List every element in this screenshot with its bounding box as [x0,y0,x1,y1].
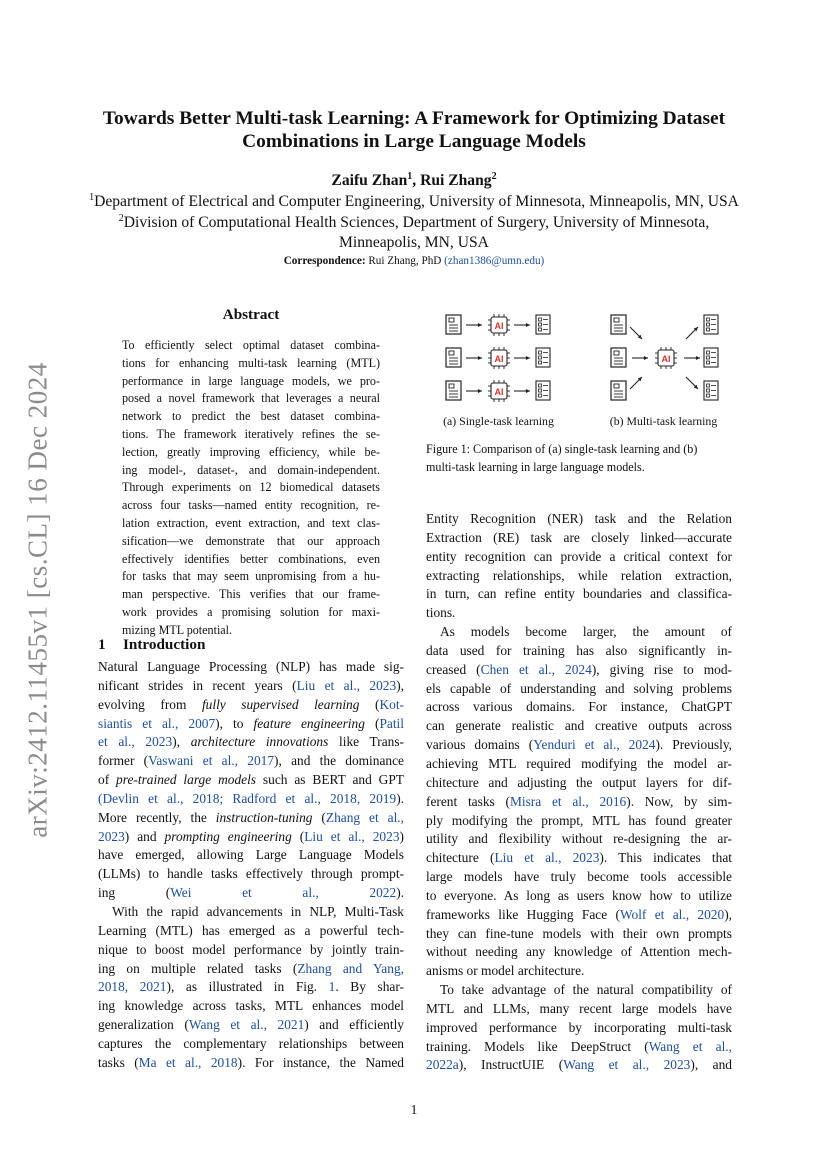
arrow-icon [526,323,530,327]
citation-link[interactable]: et al., 2023 [98,734,173,750]
abstract-line: tions for enhancing multi-task learning (MTL) [122,355,380,370]
abstract-line: Through experiments on 12 biomedical datasets [122,480,380,495]
abstract-line: lation extraction, event extraction, and text clas- [122,515,380,530]
body-text: they can fine-tune models with their own prompts [426,925,732,941]
text-line [426,812,732,831]
body-text: across various domains. For instance, ChatGPT [426,699,732,715]
body-text: ing on multiple related tasks ( [98,960,298,976]
citation-link[interactable]: ; [219,790,233,806]
body-text: to everyone. As long as users know how to utilize [426,887,732,903]
document-icon [449,318,454,322]
body-text: extracting relationships, while relation extraction, [426,567,732,583]
emphasis-text: prompting engineering [164,828,292,844]
body-text: ), to [215,715,254,731]
text-line [98,828,404,847]
text-line [98,752,404,771]
text-line [426,567,732,586]
checklist-icon [707,323,710,326]
citation-link[interactable]: Yenduri et al., 2024 [533,737,656,753]
arrow-icon [478,389,482,393]
body-text: . By shar- [335,979,404,995]
body-text: Entity Recognition (NER) task and the Relation [426,511,732,526]
text-line [426,642,732,661]
citation-link[interactable]: Ma et al., 2018 [138,1054,238,1070]
body-text: improved performance by incorporating multi-task [426,1019,732,1035]
emphasis-text: architecture innovations [190,734,329,750]
body-text: ), and the dominance [274,753,404,769]
citation-link[interactable]: 2022a [426,1057,459,1073]
text-line [426,887,732,906]
section-heading [98,636,205,654]
citation-link[interactable]: Radford et al., 2018, 2019 [232,790,397,806]
citation-link[interactable]: Wolf et al., 2020 [619,906,725,922]
text-line [426,680,732,699]
abstract-line: man perspective. This verifies that our frame- [122,587,380,602]
text-line [98,941,404,960]
text-line [426,698,732,717]
body-text: tions. [426,605,456,621]
text-line [426,793,732,812]
citation-link[interactable]: siantis et al., 2007 [98,715,216,731]
body-text: can generate realistic and creative outputs across [426,718,732,734]
chip-label: AI [494,354,504,364]
text-line [98,884,404,903]
body-text: ). Now, by sim- [626,793,732,809]
text-line [98,658,404,677]
citation-link[interactable]: Wang et al., [648,1038,732,1054]
author-name: Rui Zhang [420,172,492,189]
author-name: Zaifu Zhan [331,172,408,189]
text-line [98,790,404,809]
body-text: ), InstructUIE ( [458,1057,564,1073]
checklist-icon [707,351,710,354]
body-text: nificant strides in recent years ( [98,677,297,693]
arrow-icon [478,356,482,360]
citation-link[interactable]: 1 [328,979,336,995]
checklist-icon [539,318,542,321]
author-separator: , [412,172,421,189]
citation-link[interactable]: Wei et al., 2022 [170,885,397,901]
text-line [98,1054,404,1073]
emphasis-text: instruction-tuning [215,809,313,825]
abstract-line: tions. The framework iteratively refines the se- [122,426,380,441]
body-text: of [98,772,117,788]
body-text: tasks ( [98,1054,139,1070]
citation-link[interactable]: Kot- [379,696,404,712]
body-text: ). This indicates that [599,850,733,866]
text-line [426,604,732,623]
abstract-line: lection, greatly improving efficiency, while be- [122,444,380,459]
text-line [98,1016,404,1035]
body-text: ( [364,715,380,731]
citation-link[interactable]: Zhang et al., [325,809,404,825]
arrow-icon [696,356,700,360]
citation-link[interactable]: 2023 [98,828,125,844]
body-text: achieving MTL required modifying the model ar- [426,755,732,771]
checklist-icon [539,394,542,397]
body-text: various domains ( [426,737,534,753]
checklist-icon [707,361,710,364]
document-icon [614,384,619,388]
abstract-line: To efficiently select optimal dataset combina- [122,338,380,352]
body-text: have emerged, allowing Large Language Models [98,847,404,863]
body-text: captures the complementary relationships between [98,1035,404,1051]
body-text: evolving from [98,696,202,712]
checklist-icon [539,328,542,331]
text-line [426,529,732,548]
text-line [426,830,732,849]
citation-link[interactable]: Liu et al., 2023 [304,828,400,844]
right-column [426,510,732,1075]
body-text: More recently, the [98,809,216,825]
citation-link[interactable]: Liu et al., 2023 [296,677,397,693]
body-text: chitecture and adjusting the output layers for dif- [426,774,732,790]
citation-link[interactable]: Patil [379,715,404,731]
abstract-line: ing model-, dataset-, and domain-independent. [122,462,380,477]
body-text: generalization ( [98,1017,189,1033]
text-line [426,661,732,680]
body-text: ). For instance, the Named [237,1054,404,1070]
author-sup: 2 [491,170,497,182]
arrow-icon [526,356,530,360]
page-number: 1 [410,1102,418,1117]
abstract-line: sification—we demonstrate that our approach [122,533,380,548]
body-text: large models have truly become tools accessible [426,869,732,885]
text-line [98,922,404,941]
body-text: creased ( [426,661,481,677]
abstract-line: mizing MTL potential. [122,622,233,637]
checklist-icon [707,384,710,387]
body-text: Extraction (RE) task are closely linked—accurate [426,529,732,545]
body-text: ) and [124,828,165,844]
section-title: Introduction [123,636,206,653]
checklist-icon [539,323,542,326]
section-number: 1 [98,636,106,653]
body-text: chitecture ( [426,850,495,866]
text-line [426,868,732,887]
text-line [426,1019,732,1038]
abstract-body [122,337,380,640]
body-text: ply modifying the prompt, MTL has found greater [426,812,732,828]
arxiv-id: arXiv:2412.11455v1 [cs.CL] 16 Dec 2024 [22,362,53,838]
subcaption-a: (a) Single-task learning [443,414,554,428]
document-icon [614,318,619,322]
body-text: utility and flexibility without re-designing the ar- [426,831,732,847]
body-text: ) and efficiently [304,1017,404,1033]
citation-link[interactable]: Zhang and Yang, [297,960,404,976]
figure-diagram [426,305,732,405]
authors [70,172,758,190]
chip-label: AI [494,321,504,331]
text-line [426,585,732,604]
checklist-icon [707,389,710,392]
text-line [98,696,404,715]
body-text: in turn, can refine entity boundaries and classifica- [426,586,732,602]
abstract-line: work provides a promising solution for maxi- [122,604,380,619]
abstract-line: across four tasks—named entity recognition, re- [122,498,380,513]
body-text: former ( [98,753,149,769]
text-line [98,997,404,1016]
affiliation-2: $^2$Division of Computational Health Sciences, Department of Surgery, University of Minnesota, Minneapolis, MN, USA [118,212,710,251]
text-line [98,677,404,696]
text-line [426,717,732,736]
checklist-icon [539,361,542,364]
text-line [98,733,404,752]
citation-link[interactable]: ( [98,790,103,806]
text-line [98,960,404,979]
body-text: ( [291,828,305,844]
checklist-icon [707,318,710,321]
text-line [98,771,404,790]
citation-link[interactable]: Vaswani et al., 2017 [148,753,275,769]
citation-link[interactable]: 2018, 2021 [98,979,167,995]
correspondence: Correspondence: Rui Zhang, PhD (zhan1386@umn.edu) [283,255,545,267]
author-sup: 1 [407,170,413,182]
citation-link[interactable]: Wang et al., 2021 [188,1017,305,1033]
abstract-line: network to predict the best dataset combina- [122,409,380,424]
body-text: els capable of understanding and solving problems [426,680,732,696]
citation-link[interactable]: Misra et al., 2016 [509,793,627,809]
emphasis-text: fully supervised learning [201,696,360,712]
body-text: entity recognition can provide a critical context for [426,548,732,564]
abstract-line: performance in large language models, we pro- [122,373,380,388]
text-line [426,849,732,868]
body-text: Natural Language Processing (NLP) has made sig- [98,659,404,674]
checklist-icon [707,356,710,359]
body-text: ) [399,828,404,844]
text-line [426,981,732,1000]
body-text: ). [396,885,404,901]
body-text: ing ( [98,885,171,901]
emphasis-text: feature engineering [253,715,365,731]
abstract-line: effectively identifies better combinations, even [122,551,380,566]
subcaption-b: (b) Multi-task learning [609,414,718,428]
body-text: ), and [690,1057,732,1073]
body-text: To take advantage of the natural compatibility of [440,982,732,998]
text-line [426,1038,732,1057]
body-text: ( [359,696,380,712]
text-line [426,962,732,981]
body-text: ). Previously, [655,737,733,753]
abstract-line: for tasks that may seem unpromising from a hu- [122,569,380,584]
arrow-icon [478,323,482,327]
figure-1 [426,305,732,428]
body-text: ing knowledge across tasks, MTL enhances model [98,998,404,1014]
body-text: Learning (MTL) has emerged as a powerful tech- [98,922,404,938]
body-text: ferent tasks ( [426,793,510,809]
chip-label: AI [661,354,671,364]
text-line [98,1035,404,1054]
text-line [426,1000,732,1019]
body-text: data used for training has also significantly in- [426,642,732,658]
abstract-heading: Abstract [222,306,280,323]
checklist-icon [539,389,542,392]
text-line [426,623,732,642]
affiliation-1: $^1$Department of Electrical and Computer Engineering, University of Minnesota, Minneapolis, MN, USA [89,191,739,210]
text-line [98,809,404,828]
checklist-icon [539,356,542,359]
paper-title: Towards Better Multi-task Learning: A Framework for Optimizing Dataset Combinations in Large Language Models [102,108,726,152]
body-text: ). [396,790,405,806]
citation-link[interactable]: Devlin et al., 2018 [102,790,220,806]
body-text: ), [172,734,191,750]
citation-link[interactable]: Liu et al., 2023 [494,850,600,866]
body-text: ), [396,677,404,693]
body-text: (LLMs) to handle tasks effectively through prompt- [98,866,404,882]
checklist-icon [707,394,710,397]
body-text: As models become larger, the amount of [440,624,732,640]
text-line [426,1056,732,1075]
left-column [98,658,404,1073]
text-line [98,978,404,997]
body-text: frameworks like Hugging Face ( [426,906,620,922]
text-line [98,865,404,884]
body-text: such as BERT and GPT [256,772,404,788]
body-text: without needing any knowledge of Attention mech- [426,944,732,960]
text-line [98,715,404,734]
text-line [98,846,404,865]
text-line [426,906,732,925]
arrow-icon [644,356,648,360]
citation-link[interactable]: Wang et al., 2023 [563,1057,691,1073]
body-text: anisms or model architecture. [426,963,585,979]
arrow-icon [526,389,530,393]
figure-caption: Figure 1: Comparison of (a) single-task learning and (b) multi-task learning in large language models. [426,442,698,474]
checklist-icon [539,384,542,387]
text-line [426,774,732,793]
body-text: training. Models like DeepStruct ( [426,1038,649,1054]
body-text: ( [312,809,326,825]
text-line [98,903,404,922]
chip-label: AI [494,387,504,397]
email-link[interactable]: (zhan1386@umn.edu) [444,255,545,267]
text-line [426,548,732,567]
checklist-icon [539,351,542,354]
text-line [426,736,732,755]
abstract-line: posed a novel framework that leverages a neural [122,391,380,406]
text-line [426,925,732,944]
document-icon [614,351,619,355]
body-text: ), giving rise to mod- [591,661,732,677]
body-text: ), [724,906,732,922]
document-icon [449,351,454,355]
text-line [426,755,732,774]
citation-link[interactable]: Chen et al., 2024 [480,661,592,677]
body-text: like Trans- [328,734,404,750]
document-icon [449,384,454,388]
emphasis-text: pre-trained large models [116,772,257,788]
text-line [426,510,732,529]
body-text: ), as illustrated in Fig. [166,979,329,995]
body-text: With the rapid advancements in NLP, Multi-Task [112,903,404,919]
body-text: nique to boost model performance by jointly train- [98,941,404,957]
checklist-icon [707,328,710,331]
text-line [426,943,732,962]
body-text: MTL and LLMs, many recent large models have [426,1000,732,1016]
